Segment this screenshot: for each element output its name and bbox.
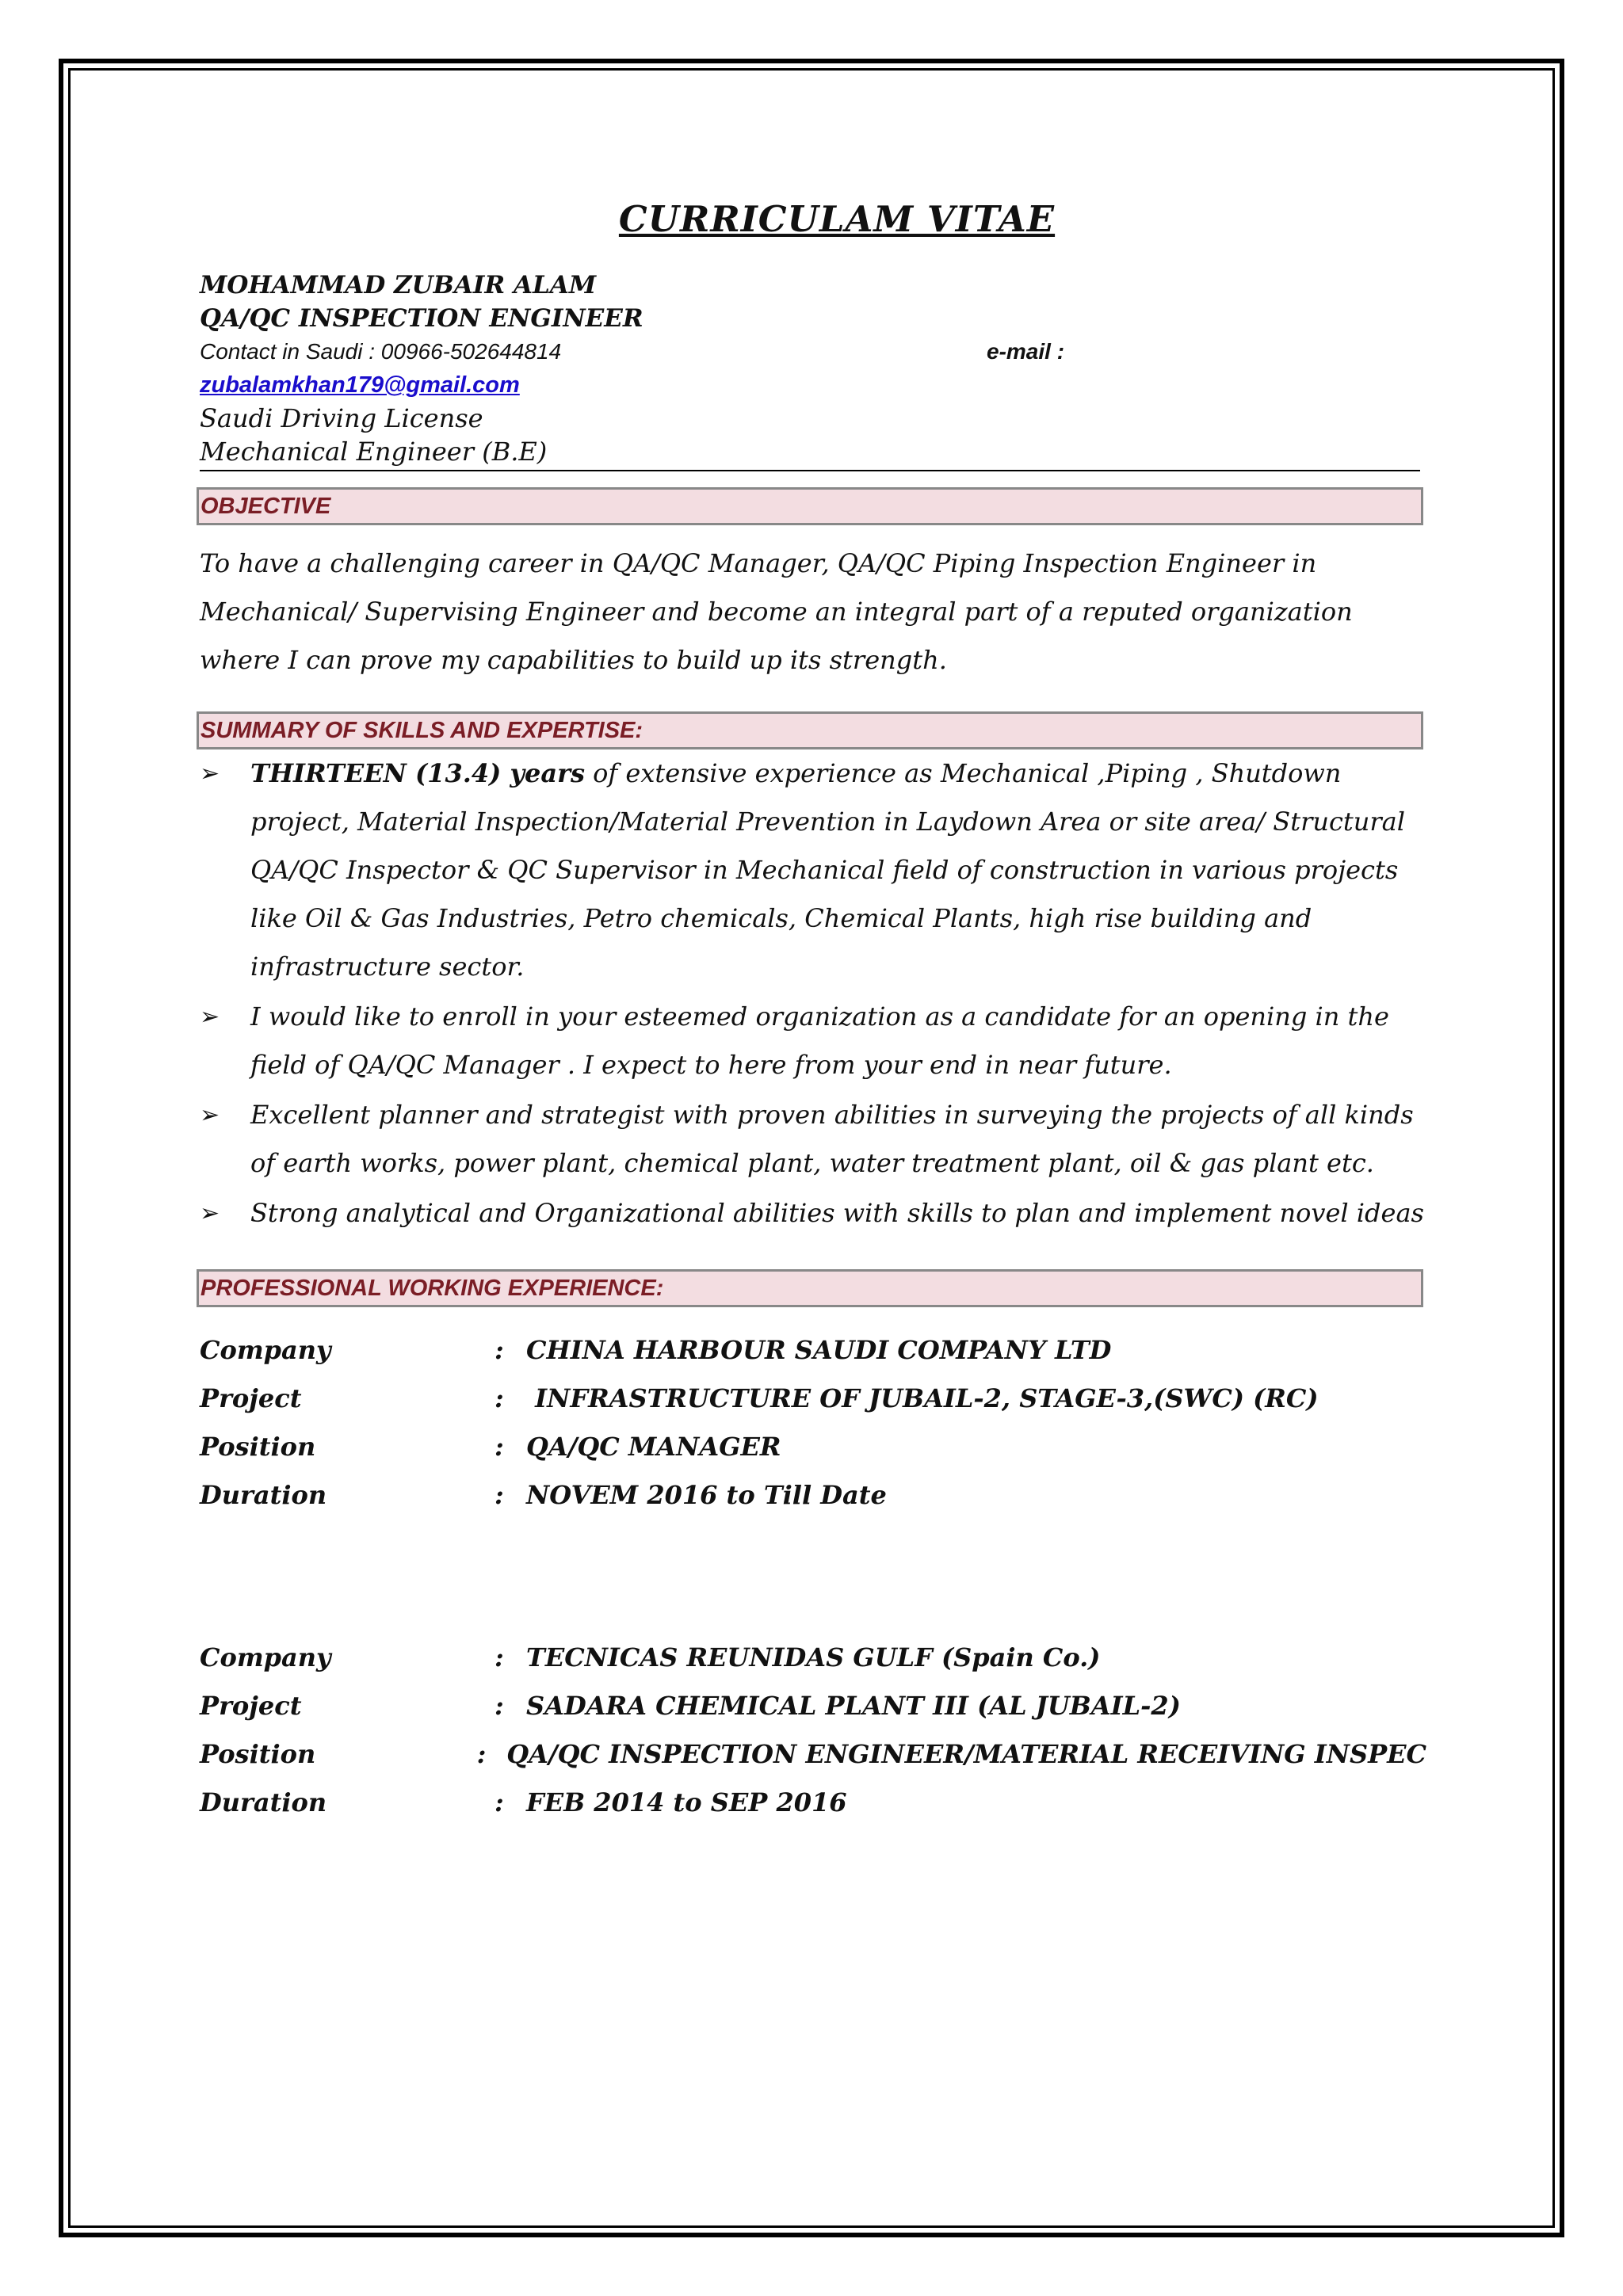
job-duration-row (200, 1779, 1426, 1827)
candidate-name: MOHAMMAD ZUBAIR ALAM (200, 271, 597, 299)
skills-list (200, 749, 1426, 1238)
driving-license: Saudi Driving License (200, 403, 483, 433)
degree: Mechanical Engineer (B.E) (200, 437, 548, 467)
duration-value: FEB 2014 to SEP 2016 (526, 1787, 847, 1817)
company-label: Company (200, 1642, 331, 1672)
contact-line (200, 335, 1426, 368)
contact-phone: Contact in Saudi : 00966-502644814 (200, 339, 562, 364)
duration-value: NOVEM 2016 to Till Date (526, 1480, 887, 1510)
objective-heading: OBJECTIVE (197, 487, 1423, 525)
objective-line: To have a challenging career in QA/QC Manager, QA/QC Piping Inspection Engineer in (200, 548, 1317, 578)
project-label: Project (200, 1691, 302, 1721)
arrow-bullet-icon: ➢ (200, 1101, 220, 1129)
colon: : (495, 1432, 504, 1462)
job-position-row (200, 1730, 1426, 1779)
job-project-row (200, 1682, 1426, 1730)
skills-heading: SUMMARY OF SKILLS AND EXPERTISE: (197, 711, 1423, 749)
skill-text: of extensive experience as Mechanical ,Piping , Shutdown project, Material Inspection/Material Prevention in Laydown Area or site area/ Structural QA/QC Inspector & QC Supervisor in Mechanical field of construction in various projects like Oil & Gas Industries, Petro chemicals, Chemical Plants, high rise building and infrastructure sector. (250, 758, 1405, 982)
colon: : (495, 1480, 504, 1510)
duration-label: Duration (200, 1787, 327, 1817)
skill-text: Strong analytical and Organizational abilities with skills to plan and implement novel ideas (250, 1198, 1424, 1228)
objective-line: where I can prove my capabilities to build up its strength. (200, 645, 947, 675)
arrow-bullet-icon: ➢ (200, 1003, 220, 1031)
spacer (200, 1520, 1426, 1615)
skill-text: Excellent planner and strategist with proven abilities in surveying the projects of all kinds of earth works, power plant, chemical plant, water treatment plant, oil & gas plant etc. (250, 1100, 1414, 1178)
objective-line: Mechanical/ Supervising Engineer and become an integral part of a reputed organization (200, 597, 1353, 627)
list-item (200, 1189, 1426, 1238)
colon: : (495, 1642, 504, 1672)
project-value: SADARA CHEMICAL PLANT III (AL JUBAIL-2) (526, 1691, 1181, 1721)
job-company-row (200, 1634, 1426, 1682)
job-company-row (200, 1326, 1426, 1375)
position-value: QA/QC INSPECTION ENGINEER/MATERIAL RECEIVING INSPEC (506, 1739, 1426, 1769)
arrow-bullet-icon: ➢ (200, 1199, 220, 1227)
cv-title: CURRICULAM VITAE (618, 198, 1056, 240)
email-link[interactable]: zubalamkhan179@gmail.com (200, 372, 520, 398)
colon: : (495, 1691, 504, 1721)
candidate-role: QA/QC INSPECTION ENGINEER (200, 304, 643, 333)
skill-text: I would like to enroll in your esteemed organization as a candidate for an opening in the field of QA/QC Manager . I expect to here from your end in near future. (250, 1001, 1389, 1080)
position-value: QA/QC MANAGER (526, 1432, 781, 1462)
list-item (200, 993, 1426, 1089)
company-value: TECNICAS REUNIDAS GULF (Spain Co.) (526, 1642, 1101, 1672)
position-label: Position (200, 1739, 316, 1769)
arrow-bullet-icon: ➢ (200, 760, 220, 788)
colon: : (476, 1739, 487, 1769)
job-project-row (200, 1375, 1426, 1423)
job-entry (200, 1634, 1426, 1827)
list-item (200, 1091, 1426, 1188)
position-label: Position (200, 1432, 316, 1462)
email-label: e-mail : (987, 339, 1065, 364)
cv-content (200, 198, 1426, 1827)
project-label: Project (200, 1383, 302, 1413)
job-entry (200, 1326, 1426, 1520)
duration-label: Duration (200, 1480, 327, 1510)
colon: : (495, 1787, 504, 1817)
list-item (200, 749, 1426, 991)
objective-text (200, 540, 1426, 685)
experience-heading: PROFESSIONAL WORKING EXPERIENCE: (197, 1269, 1423, 1307)
job-duration-row (200, 1471, 1426, 1520)
project-value: INFRASTRUCTURE OF JUBAIL-2, STAGE-3,(SWC) (RC) (526, 1383, 1319, 1413)
skill-lead: THIRTEEN (13.4) years (250, 758, 585, 788)
header-divider (200, 470, 1420, 471)
colon: : (495, 1383, 504, 1413)
job-position-row (200, 1423, 1426, 1471)
company-value: CHINA HARBOUR SAUDI COMPANY LTD (526, 1335, 1112, 1365)
colon: : (495, 1335, 504, 1365)
company-label: Company (200, 1335, 331, 1365)
